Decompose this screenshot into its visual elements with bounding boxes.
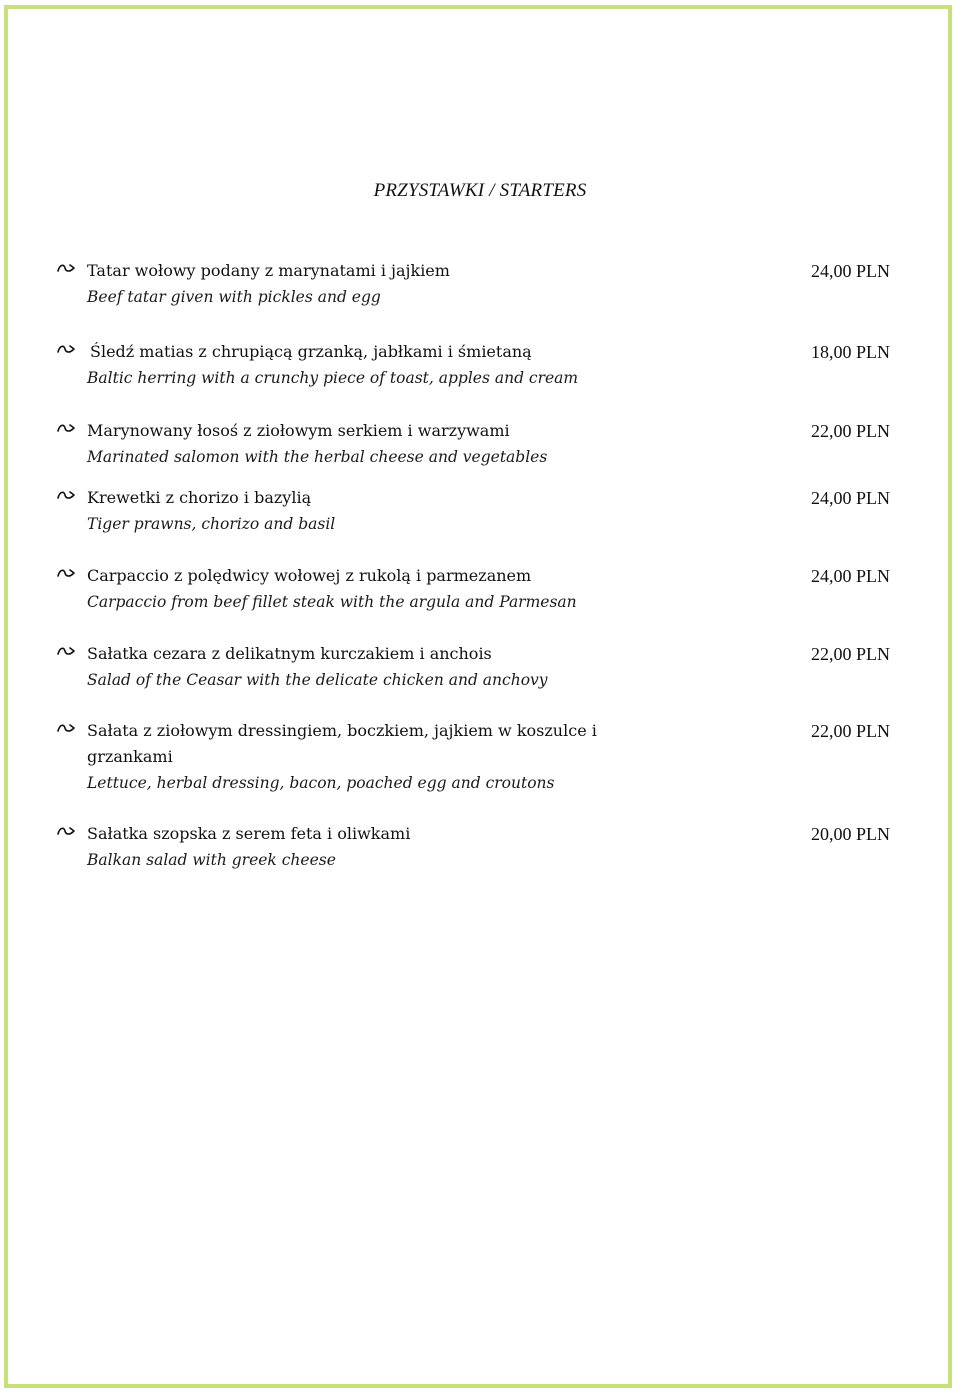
item-price: 18,00 PLN [810,342,890,362]
item-name: Sałatka szopska z serem feta i oliwkami [87,824,411,843]
item-price: 24,00 PLN [810,488,890,508]
curly-arrow-bullet-icon [56,644,76,658]
item-name: Marynowany łosoś z ziołowym serkiem i warzywami [87,421,510,440]
page-border [4,5,952,1388]
item-price: 24,00 PLN [810,261,890,281]
curly-arrow-bullet-icon [56,488,76,502]
curly-arrow-bullet-icon [56,721,76,735]
item-description: Carpaccio from beef fillet steak with the argula and Parmesan [87,593,577,611]
item-name: Tatar wołowy podany z marynatami i jajkiem [87,261,450,280]
item-price: 22,00 PLN [810,644,890,664]
curly-arrow-bullet-icon [56,824,76,838]
item-name: Krewetki z chorizo i bazylią [87,488,312,507]
item-name: Śledź matias z chrupiącą grzanką, jabłkami i śmietaną [90,342,532,361]
curly-arrow-bullet-icon [56,421,76,435]
item-description: Balkan salad with greek cheese [87,851,336,869]
item-name: Sałatka cezara z delikatnym kurczakiem i anchois [87,644,492,663]
curly-arrow-bullet-icon [56,566,76,580]
item-name: Carpaccio z polędwicy wołowej z rukolą i parmezanem [87,566,532,585]
menu-section-title: PRZYSTAWKI / STARTERS [373,180,587,201]
item-price: 24,00 PLN [810,566,890,586]
item-description: Tiger prawns, chorizo and basil [87,515,336,533]
item-price: 22,00 PLN [810,721,890,741]
item-description: Marinated salomon with the herbal cheese and vegetables [87,448,548,466]
item-price: 22,00 PLN [810,421,890,441]
item-description: Salad of the Ceasar with the delicate chicken and anchovy [87,671,548,689]
item-price: 20,00 PLN [810,824,890,844]
item-name: Sałata z ziołowym dressingiem, boczkiem, jajkiem w koszulce i grzankami [87,721,597,766]
item-description: Baltic herring with a crunchy piece of toast, apples and cream [87,369,579,387]
curly-arrow-bullet-icon [56,261,76,275]
item-description: Lettuce, herbal dressing, bacon, poached egg and croutons [87,774,555,792]
curly-arrow-bullet-icon [56,342,76,356]
item-description: Beef tatar given with pickles and egg [87,288,381,306]
